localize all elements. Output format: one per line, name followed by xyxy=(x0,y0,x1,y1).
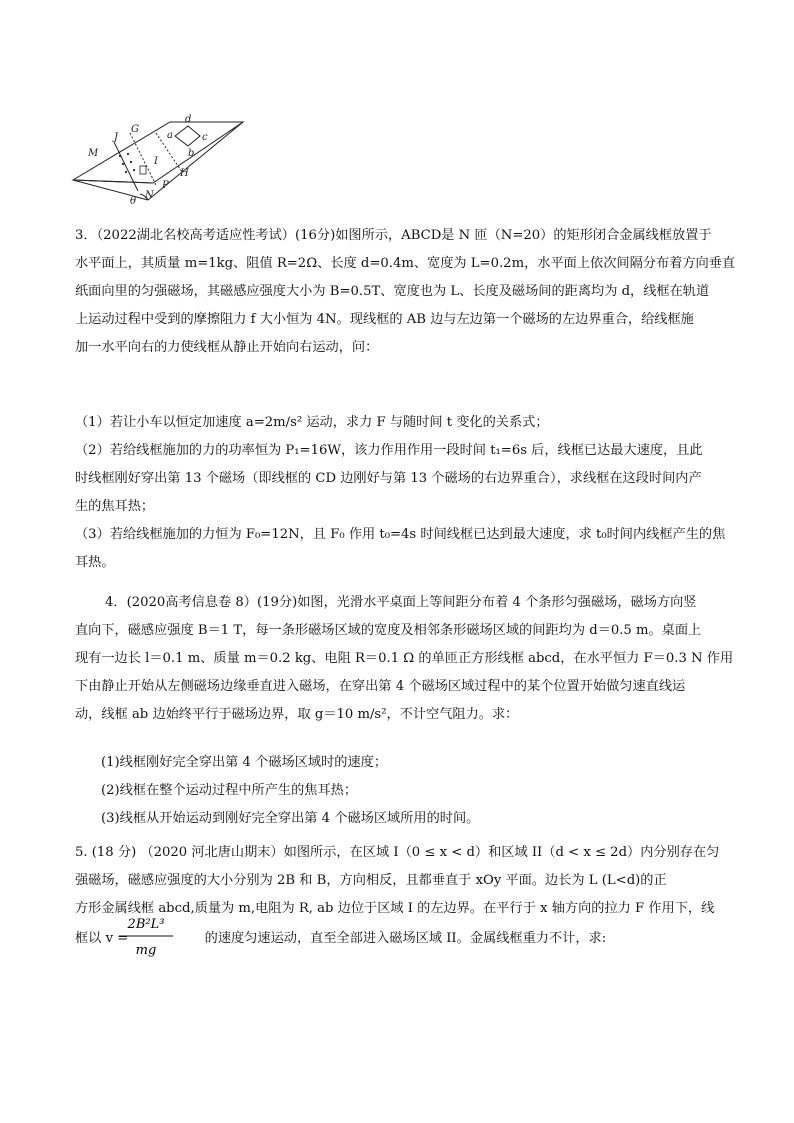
q3-line-4: 上运动过程中受到的摩擦阻力 f 大小恒为 4N。现线框的 AB 边与左边第一个磁场的左边界重合，给线框施 xyxy=(75,312,694,327)
incline-diagram xyxy=(68,108,248,218)
label-d: d xyxy=(185,114,192,125)
velocity-formula xyxy=(115,908,177,964)
label-H: H xyxy=(180,168,189,179)
q3-sub-3-line-1: （3）若给线框施加的力恒为 F₀=12N，且 F₀ 作用 t₀=4s 时间线框已达到最大速度，求 t₀时间内线框产生的焦 xyxy=(75,527,726,542)
q4-sub-2: (2)线框在整个运动过程中所产生的焦耳热； xyxy=(101,783,358,798)
q4-line-4: 下由静止开始从左侧磁场边缘垂直进入磁场，在穿出第 4 个磁场区域过程中的某个位置开始做匀速直线运 xyxy=(75,679,686,694)
question-3 xyxy=(75,222,736,362)
q4-line-1: 4．(2020高考信息卷 8）(19分)如图，光滑水平桌面上等间距分布着 4 个条形匀强磁场，磁场方向竖 xyxy=(105,595,697,610)
q4-sub-1: (1)线框刚好完全穿出第 4 个磁场区域时的速度； xyxy=(101,755,388,770)
boundary-J xyxy=(114,142,138,191)
q3-sub-3-line-2: 耳热。 xyxy=(75,555,115,570)
q5-last-prefix: 框以 v = xyxy=(75,931,133,946)
q4-line-3: 现有一边长 l＝0.1 m、质量 m＝0.2 kg、电阻 R＝0.1 Ω 的单匝正方形线框 abcd，在水平恒力 F＝0.3 N 作用 xyxy=(75,651,734,666)
q5-line-3: 方形金属线框 abcd,质量为 m,电阻为 R, ab 边位于区域 I 的左边界。在平行于 x 轴方向的拉力 F 作用下，线 xyxy=(75,901,715,916)
label-J: J xyxy=(114,132,119,143)
q3-sub-2-line-2: 时线框刚好穿出第 13 个磁场（即线框的 CD 边刚好与第 13 个磁场的右边界重合），求线框在这段时间内产 xyxy=(75,471,702,486)
label-M: M xyxy=(88,148,99,159)
boundary-G xyxy=(130,133,156,185)
label-theta: θ xyxy=(130,196,137,207)
question-4 xyxy=(75,589,734,729)
frame-on-incline xyxy=(140,166,146,174)
q3-line-5: 加一水平向右的力使线框从静止开始向右运动，问： xyxy=(75,340,379,355)
q5-line-1: 5. (18 分) （2020 河北唐山期末）如图所示，在区域 I（0 ≤ x < d）和区域 II（d < x ≤ 2d）内分别存在匀 xyxy=(75,845,720,860)
q3-line-3: 纸面向里的匀强磁场，其磁感应强度大小为 B=0.5T、宽度也为 L、长度及磁场间的距离均为 d，线框在轨道 xyxy=(75,284,710,299)
q4-line-2: 直向下，磁感应强度 B＝1 T，每一条形磁场区域的宽度及相邻条形磁场区域的间距均为 d＝0.5 m。桌面上 xyxy=(75,623,702,638)
label-a: a xyxy=(167,130,173,141)
q3-sub-2-line-1: （2）若给线框施加的力的功率恒为 P₁=16W，该力作用作用一段时间 t₁=6s 后，线框已达最大速度，且此 xyxy=(75,443,703,458)
label-P: P xyxy=(162,180,169,191)
formula-denominator: mg xyxy=(135,943,157,958)
q5-last-suffix: 的速度匀速运动，直至全部进入磁场区域 II。金属线框重力不计，求: xyxy=(204,931,607,946)
q3-sub-2-line-3: 生的焦耳热； xyxy=(75,499,155,514)
label-G: G xyxy=(131,124,139,135)
q3-line-1: 3．（2022湖北名校高考适应性考试）(16分)如图所示，ABCD是 N 匝（N=20）的矩形闭合金属线框放置于 xyxy=(75,228,712,243)
q4-sub-3: (3)线框从开始运动到刚好完全穿出第 4 个磁场区域所用的时间。 xyxy=(101,811,480,826)
formula-numerator: 2B²L³ xyxy=(127,917,165,932)
q4-line-5: 动，线框 ab 边始终平行于磁场边界，取 g＝10 m/s²，不计空气阻力。求： xyxy=(75,707,519,722)
q3-line-2: 水平面上，其质量 m=1kg、阻值 R=2Ω、长度 d=0.4m、宽度为 L=0.2m，水平面上依次间隔分布着方向垂直 xyxy=(75,256,736,271)
q3-sub-1: （1）若让小车以恒定加速度 a=2m/s² 运动，求力 F 与随时间 t 变化的关系式； xyxy=(75,415,549,430)
frame-abcd xyxy=(175,126,200,146)
q5-line-2: 强磁场，磁感应强度的大小分别为 2B 和 B，方向相反，且都垂直于 xOy 平面。边长为 L (L<d)的正 xyxy=(75,873,667,888)
question-4-subparts xyxy=(101,749,701,833)
label-b: b xyxy=(188,148,195,159)
incline-plane xyxy=(73,122,243,183)
question-3-subparts xyxy=(75,409,726,577)
label-c: c xyxy=(202,132,208,143)
label-N: N xyxy=(145,190,154,201)
label-I: I xyxy=(154,156,158,167)
